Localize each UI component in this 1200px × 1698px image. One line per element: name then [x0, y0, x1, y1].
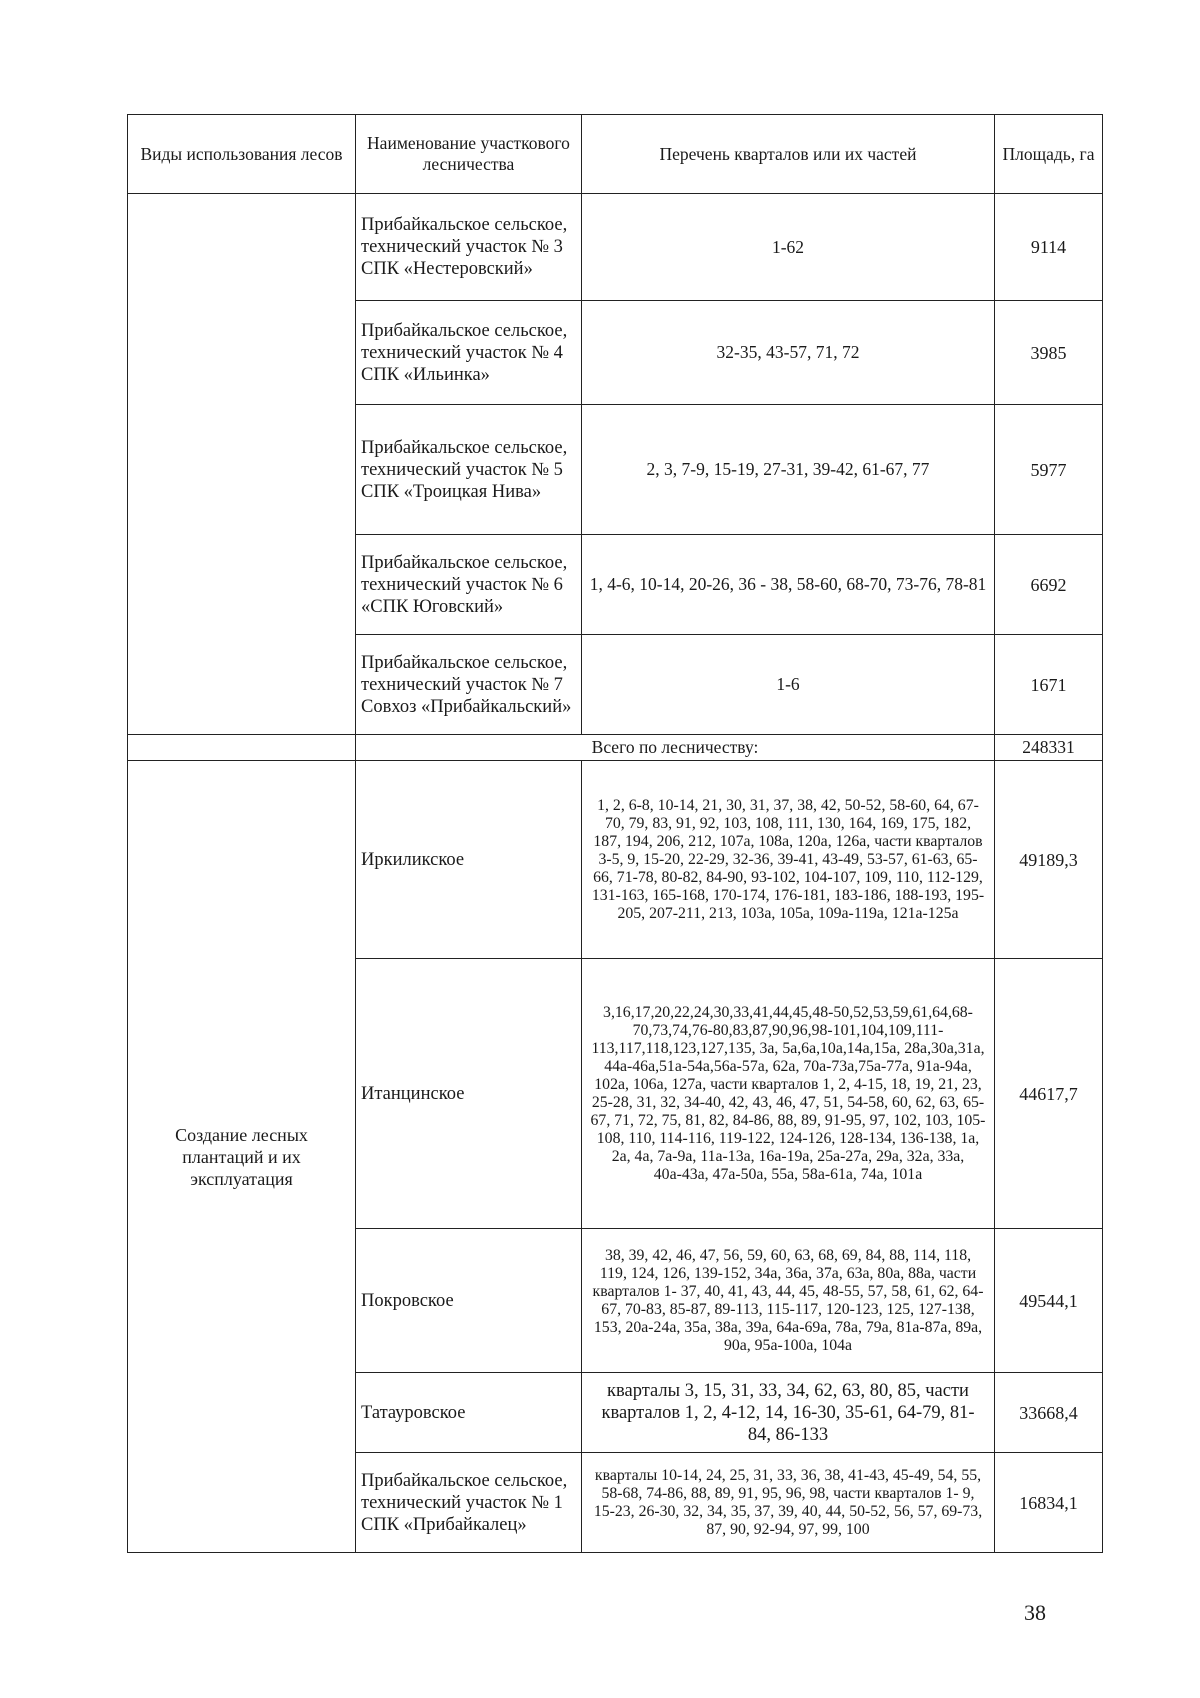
quarters-list: 1, 2, 6-8, 10-14, 21, 30, 31, 37, 38, 42, 50-52, 58-60, 64, 67-70, 79, 83, 91, 92, 103, 108, 111, 130, 164, 169, 175, 182, 187, 194, 206, 212, 107а, 108а, 120а, 126а, части кварталов 3-5, 9, 15-20, 22-29, 32-36, 39-41, 43-49, 53-57, 61-63, 65-66, 71-78, 80-82, 84-90, 93-102, 104-107, 109, 110, 112-129, 131-163, 165-168, 170-174, 176-181, 183-186, 188-193, 195-205, 207-211, 213, 103а, 105а, 109а-119а, 121а-125а [582, 761, 995, 959]
forestry-name: Покровское [356, 1229, 582, 1373]
forestry-name: Татауровское [356, 1373, 582, 1453]
forestry-name: Прибайкальское сельское, технический участок № 6 «СПК Юговский» [356, 535, 582, 635]
area-value: 49189,3 [995, 761, 1103, 959]
area-value: 5977 [995, 405, 1103, 535]
quarters-list: 3,16,17,20,22,24,30,33,41,44,45,48-50,52,53,59,61,64,68-70,73,74,76-80,83,87,90,96,98-101,104,109,111-113,117,118,123,127,135, 3а, 5а,6а,10а,14а,15а, 28а,30а,31а, 44а-46а,51а-54а,56а-57а, 62а, 70а-73а,75а-77а, 91а-94а, 102а, 106а, 127а, части кварталов 1, 2, 4-15, 18, 19, 21, 23, 25-28, 31, 32, 34-40, 42, 43, 46, 47, 51, 54-58, 60, 62, 63, 65-67, 71, 72, 75, 81, 82, 84-86, 88, 89, 91-95, 97, 102, 103, 105-108, 110, 114-116, 119-122, 124-126, 128-134, 136-138, 1а, 2а, 4а, 7а-9а, 11а-13а, 16а-19а, 25а-27а, 29а, 32а, 33а, 40а-43а, 47а-50а, 55а, 58а-61а, 74а, 101а [582, 959, 995, 1229]
forestry-name: Прибайкальское сельское, технический участок № 5 СПК «Троицкая Нива» [356, 405, 582, 535]
total-row [128, 735, 1103, 761]
table-header-row [128, 115, 1103, 194]
forest-use-table [127, 114, 1103, 1553]
quarters-list: 1-62 [582, 194, 995, 301]
header-use: Виды использования лесов [128, 115, 356, 194]
table-row [128, 761, 1103, 959]
forestry-name: Итанцинское [356, 959, 582, 1229]
quarters-list: 38, 39, 42, 46, 47, 56, 59, 60, 63, 68, 69, 84, 88, 114, 118, 119, 124, 126, 139-152, 34а, 36а, 37а, 63а, 80а, 88а, части кварталов 1- 37, 40, 41, 43, 44, 45, 48-55, 57, 58, 61, 62, 64-67, 70-83, 85-87, 89-113, 115-117, 120-123, 125, 127-138, 153, 20а-24а, 35а, 38а, 39а, 64а-69а, 78а, 79а, 81а-87а, 89а, 90а, 95а-100а, 104а [582, 1229, 995, 1373]
forestry-name: Прибайкальское сельское, технический участок № 1 СПК «Прибайкалец» [356, 1453, 582, 1553]
quarters-list: кварталы 3, 15, 31, 33, 34, 62, 63, 80, 85, части кварталов 1, 2, 4-12, 14, 16-30, 35-61, 64-79, 81-84, 86-133 [582, 1373, 995, 1453]
total-blank-cell [128, 735, 356, 761]
table-row [128, 194, 1103, 301]
area-value: 49544,1 [995, 1229, 1103, 1373]
area-value: 9114 [995, 194, 1103, 301]
forestry-name: Иркиликское [356, 761, 582, 959]
page-number: 38 [1024, 1600, 1046, 1625]
area-value: 16834,1 [995, 1453, 1103, 1553]
quarters-list: 32-35, 43-57, 71, 72 [582, 301, 995, 405]
use-type-plantations: Создание лесных плантаций и их эксплуатация [128, 761, 356, 1553]
quarters-list: 1-6 [582, 635, 995, 735]
header-quarters: Перечень кварталов или их частей [582, 115, 995, 194]
total-label: Всего по лесничеству: [356, 735, 995, 761]
area-value: 6692 [995, 535, 1103, 635]
use-cell-empty [128, 194, 356, 735]
forestry-name: Прибайкальское сельское, технический участок № 7 Совхоз «Прибайкальский» [356, 635, 582, 735]
forestry-name: Прибайкальское сельское, технический участок № 4 СПК «Ильинка» [356, 301, 582, 405]
area-value: 33668,4 [995, 1373, 1103, 1453]
forestry-name: Прибайкальское сельское, технический участок № 3 СПК «Нестеровский» [356, 194, 582, 301]
header-forestry: Наименование участкового лесничества [356, 115, 582, 194]
header-area: Площадь, га [995, 115, 1103, 194]
area-value: 44617,7 [995, 959, 1103, 1229]
total-area: 248331 [995, 735, 1103, 761]
quarters-list: 1, 4-6, 10-14, 20-26, 36 - 38, 58-60, 68-70, 73-76, 78-81 [582, 535, 995, 635]
quarters-list: 2, 3, 7-9, 15-19, 27-31, 39-42, 61-67, 77 [582, 405, 995, 535]
area-value: 1671 [995, 635, 1103, 735]
area-value: 3985 [995, 301, 1103, 405]
quarters-list: кварталы 10-14, 24, 25, 31, 33, 36, 38, 41-43, 45-49, 54, 55, 58-68, 74-86, 88, 89, 91, 95, 96, 98, части кварталов 1- 9, 15-23, 26-30, 32, 34, 35, 37, 39, 40, 44, 50-52, 56, 57, 69-73, 87, 90, 92-94, 97, 99, 100 [582, 1453, 995, 1553]
